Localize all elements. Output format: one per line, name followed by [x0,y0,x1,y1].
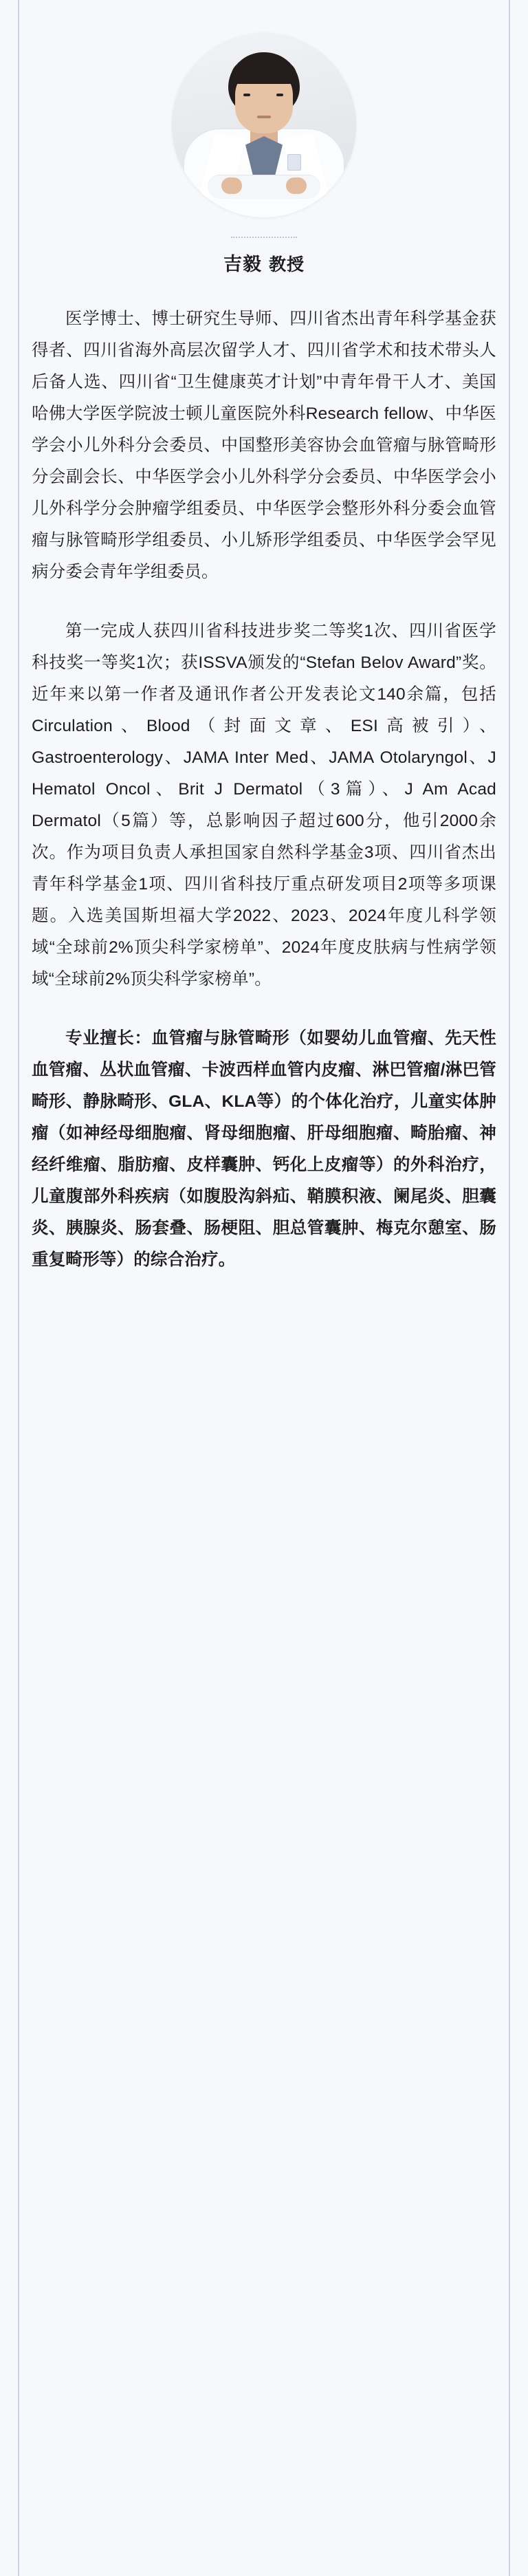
right-edge-rule [509,0,510,2576]
left-edge-rule [18,0,19,2576]
avatar-hair-fringe [231,61,297,84]
doctor-title: 教授 [268,255,305,274]
avatar-container [32,33,496,217]
bio-paragraph-1: 医学博士、博士研究生导师、四川省杰出青年科学基金获得者、四川省海外高层次留学人才、四川省学术和技术带头人后备人选、四川省“卫生健康英才计划”中青年骨干人才、美国哈佛大学医学院波士顿儿童医院外科Research fellow、中华医学会小儿外科分会委员、中国整形美容协会血管瘤与脉管畸形分会副会长、中华医学会小儿外科学分会委员、中华医学会小儿外科学分会肿瘤学组委员、中华医学会整形外科分委会血管瘤与脉管畸形学组委员、小儿矫形学组委员、中华医学会罕见病分委会青年学组委员。 [32,310,496,581]
content-column [32,0,496,1276]
avatar-hand-right [286,177,307,194]
avatar [172,33,356,217]
bio-paragraph-2: 第一完成人获四川省科技进步奖二等奖1次、四川省医学科技奖一等奖1次；获ISSVA颁发的“Stefan Belov Award”奖。近年来以第一作者及通讯作者公开发表论文140余篇，包括Circulation、Blood（封面文章、ESI高被引）、Gastroenterology、JAMA Inter Med、JAMA Otolaryngol、J Hematol Oncol、Brit J Dermatol（3篇）、J Am Acad Dermatol（5篇）等，总影响因子超过600分，他引2000余次。作为项目负责人承担国家自然科学基金3项、四川省杰出青年科学基金1项、四川省科技厅重点研发项目2项等多项课题。入选美国斯坦福大学2022、2023、2024年度儿科学领域“全球前2%顶尖科学家榜单”、2024年度皮肤病与性病学领域“全球前2%顶尖科学家榜单”。 [32,622,496,988]
avatar-eye-left [243,94,250,96]
avatar-mouth [257,116,271,118]
name-row [32,249,496,276]
avatar-id-badge [287,154,301,171]
dotted-divider [231,237,297,238]
doctor-name: 吉毅 [223,254,262,274]
bio-paragraph-3-specialties: 专业擅长：血管瘤与脉管畸形（如婴幼儿血管瘤、先天性血管瘤、丛状血管瘤、卡波西样血管内皮瘤、淋巴管瘤/淋巴管畸形、静脉畸形、GLA、KLA等）的个体化治疗，儿童实体肿瘤（如神经母细胞瘤、肾母细胞瘤、肝母细胞瘤、畸胎瘤、神经纤维瘤、脂肪瘤、皮样囊肿、钙化上皮瘤等）的外科治疗，儿童腹部外科疾病（如腹股沟斜疝、鞘膜积液、阑尾炎、胆囊炎、胰腺炎、肠套叠、肠梗阻、胆总管囊肿、梅克尔憩室、肠重复畸形等）的综合治疗。 [32,1029,496,1269]
avatar-hand-left [221,177,242,194]
avatar-eye-right [276,94,283,96]
